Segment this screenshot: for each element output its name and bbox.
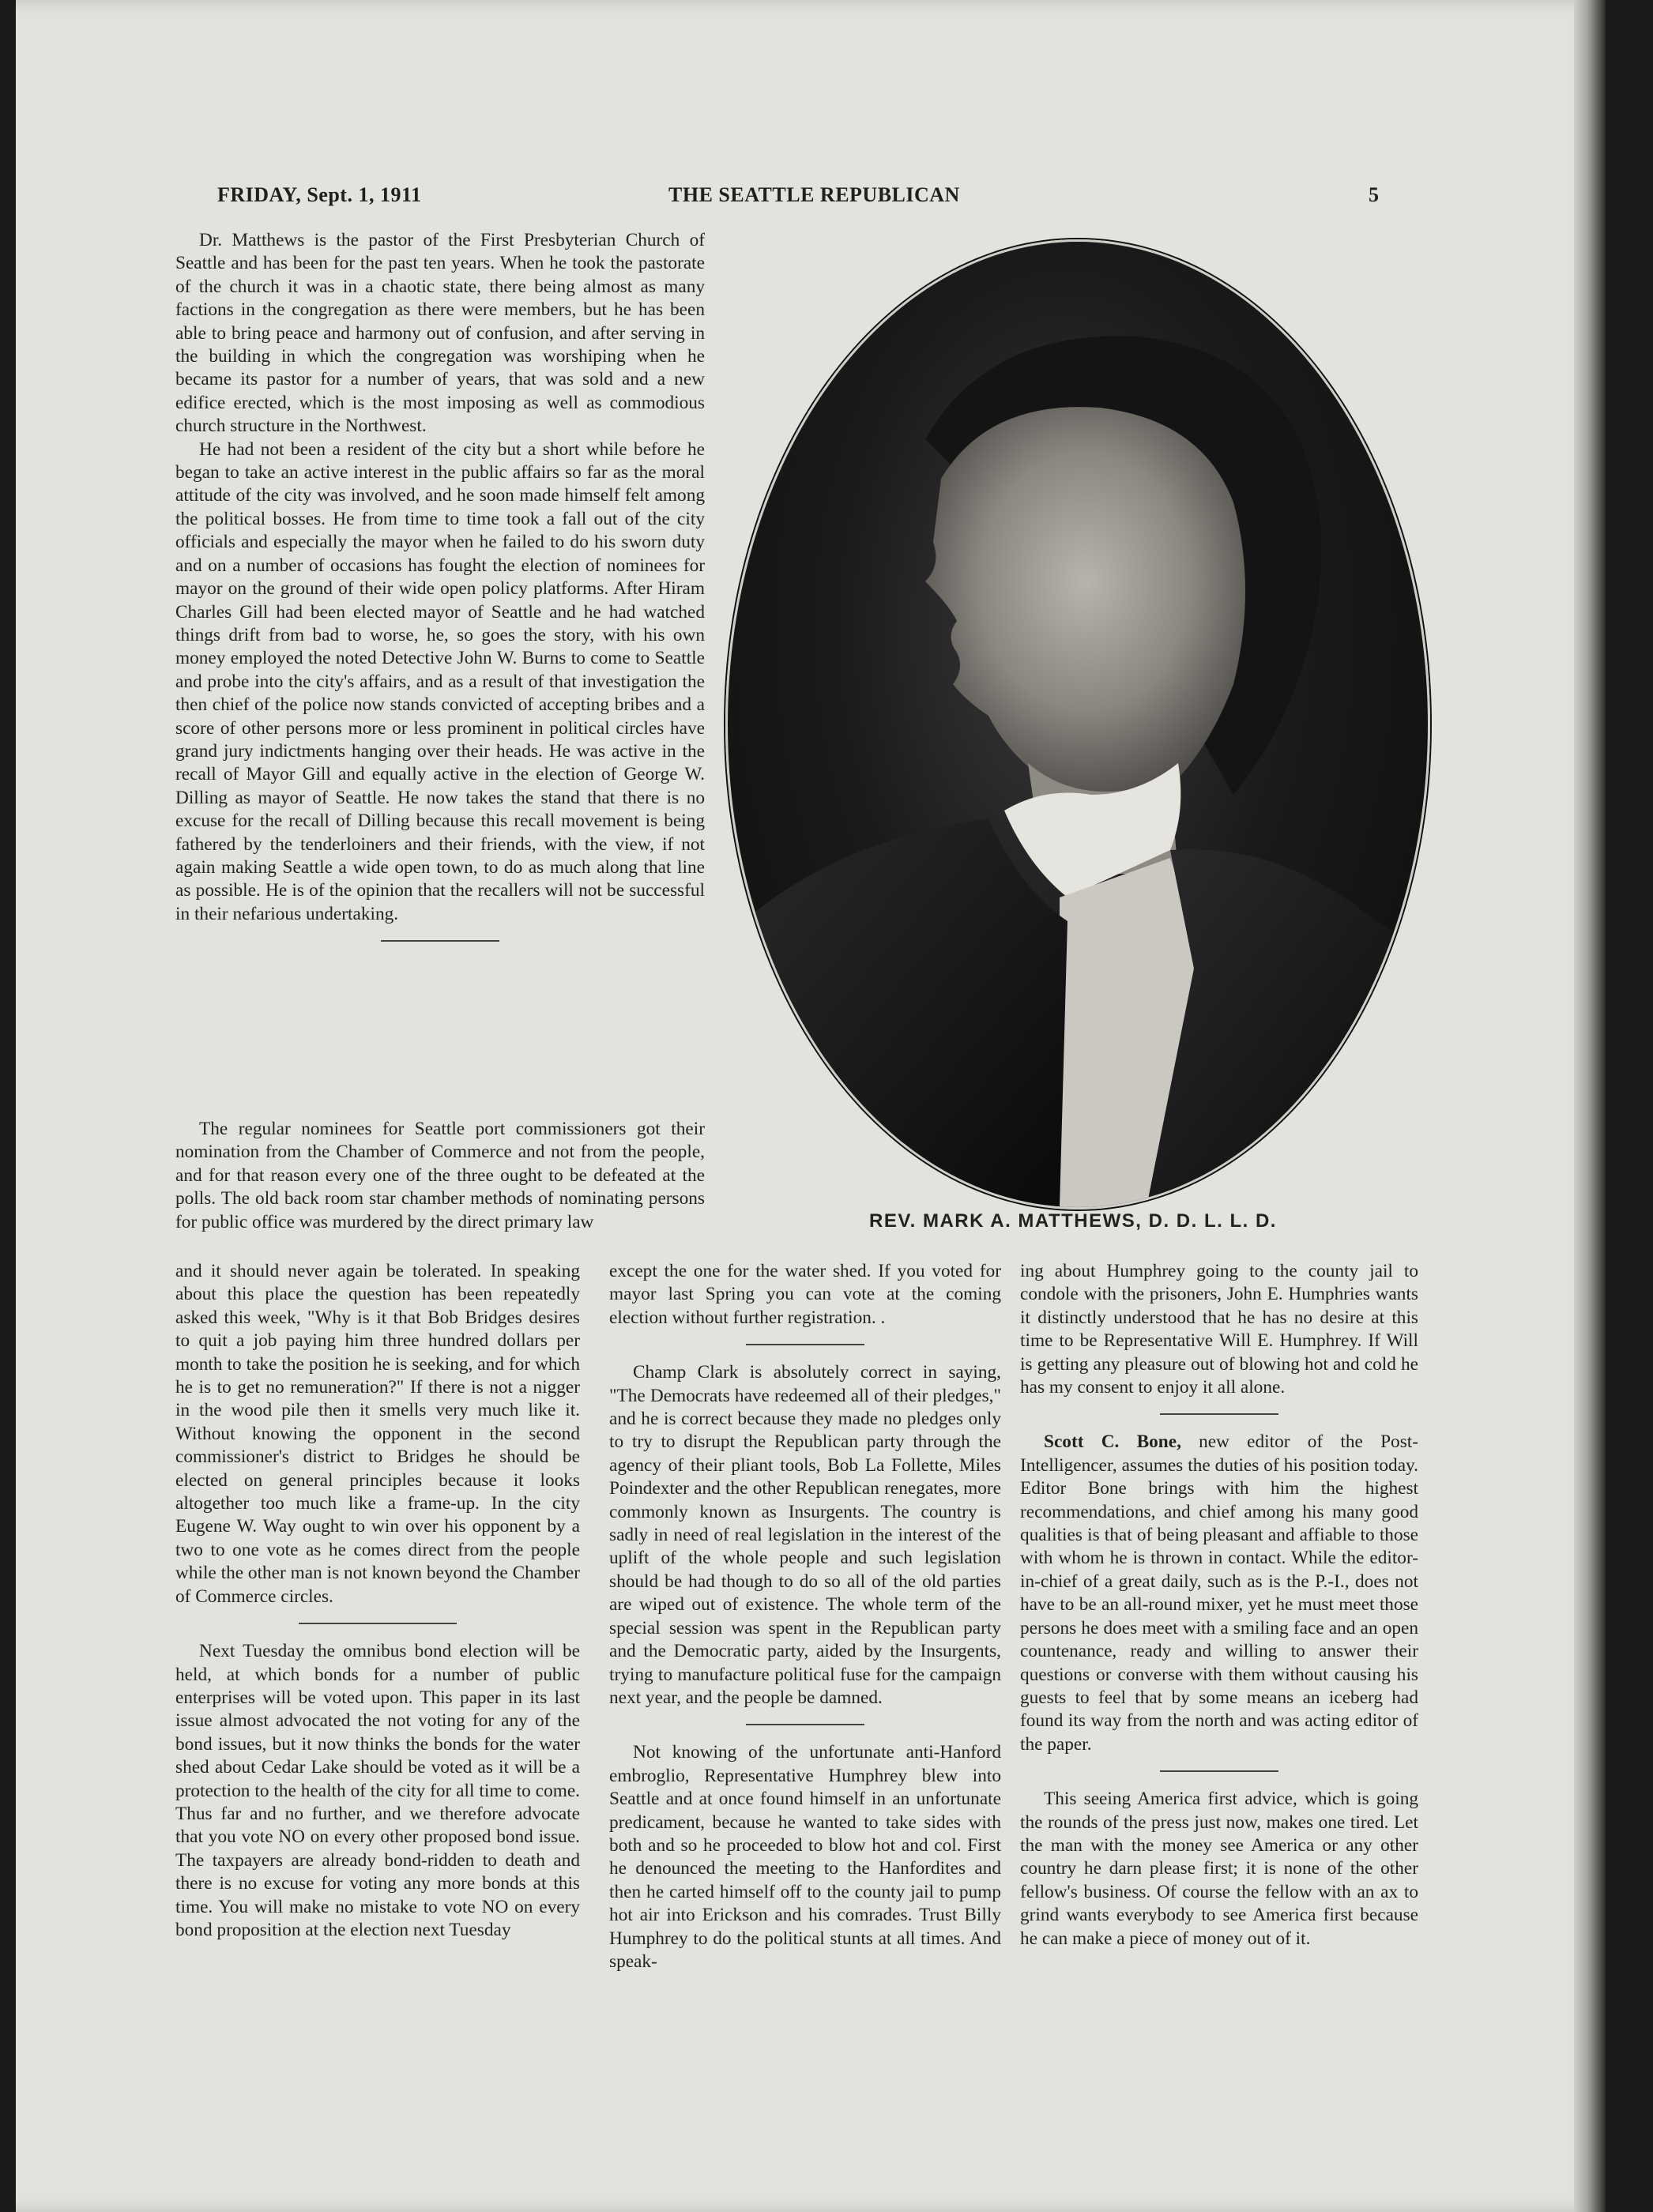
- divider: [1160, 1413, 1278, 1415]
- matthews-paragraph-2: He had not been a resident of the city but a short while before he began to take an active interest in the public affairs so far as the moral attitude of the city was involved, and he soon made himself felt among the political bosses. He from time to time took a fall out of the city officials and especially the mayor when he failed to do his sworn duty and on a number of occasions has fought the election of nominees for mayor on the ground of their wide open policy platforms. After Hiram Charles Gill had been elected mayor of Seattle and he had watched things drift from bad to worse, he, so goes the story, with his own money employed the noted Detective John W. Burns to come to Seattle and probe into the city's affairs, and as a result of that investigation the then chief of the police now stands convicted of accepting bribes and a score of other persons more or less prominent in political circles have grand jury indictments hanging over their heads. He was active in the recall of Mayor Gill and equally active in the election of George W. Dilling as mayor of Seattle. He now takes the stand that there is no excuse for the recall of Dilling because this recall movement is being fathered by the tenderloiners and their friends, with the view, if not again making Seattle a wide open town, to do as much along that line as possible. He is of the opinion that the recallers will not be successful in their nefarious undertaking.: [175, 438, 705, 924]
- portrait-figure: [728, 242, 1428, 1207]
- humphrey-continuation: ing about Humphrey going to the county jail to condole with the prisoners, John E. Humphries wants it distinctly understood that he has no desire at this time to be Representative Will E. Humphrey. If Will is getting any pleasure out of blowing hot and cold he has my consent to enjoy it all alone.: [1020, 1261, 1418, 1398]
- matthews-article: [175, 229, 705, 957]
- champ-clark-paragraph: Champ Clark is absolutely correct in saying, "The Democrats have redeemed all of their pledges," and he is correct because they made no pledges only to try to disrupt the Republican party through the agency of their pliant tools, Bob La Follette, Miles Poindexter and the other Republican renegates, more commonly known as Insurgents. The country is sadly in need of real legislation in the interest of the uplift of the whole people and such legislation should be had though to do so all of the old parties are wiped out of existence. The whole term of the special session was spent in the Republican party and the Democratic party, aided by the Insurgents, trying to manufacture political fuse for the campaign next year, and the people be damned.: [609, 1362, 1001, 1708]
- divider: [299, 1623, 457, 1624]
- divider: [746, 1344, 864, 1345]
- page-number: 5: [1369, 183, 1380, 206]
- divider: [1160, 1770, 1278, 1772]
- divider: [381, 940, 499, 942]
- newspaper-page: [16, 0, 1606, 2212]
- page-edge-shadow: [1574, 0, 1606, 2212]
- issue-date: FRIDAY, Sept. 1, 1911: [217, 183, 422, 206]
- scott-bone-paragraph: [1020, 1431, 1418, 1756]
- portrait-photo: [725, 239, 1430, 1209]
- port-article-narrow: [175, 1260, 580, 1942]
- see-america-paragraph: This seeing America first advice, which is going the rounds of the press just now, makes one tired. Let the man with the money see America or any other country he darn please first; it is none of the other fellow's business. Of course the fellow with an ax to grind wants everybody to see America first because he can make a piece of money out of it.: [1020, 1789, 1418, 1949]
- masthead: THE SEATTLE REPUBLICAN: [668, 183, 960, 206]
- matthews-paragraph-1: Dr. Matthews is the pastor of the First Presbyterian Church of Seattle and has been for the past ten years. When he took the pastorate of the church it was in a chaotic state, there being almost as many factions in the congregation as there were members, but he has been able to bring peace and harmony out of confusion, and after serving in the building in which the congregation was worshiping when he became its pastor for a number of years, that was sold and a new edifice erected, which is the most imposing as well as commodious church structure in the Northwest.: [175, 230, 705, 437]
- scott-bone-lead: Scott C. Bone,: [1044, 1431, 1181, 1453]
- right-column: [1020, 1260, 1418, 1951]
- bond-paragraph: Next Tuesday the omnibus bond election will be held, at which bonds for a number of public enterprises will be voted upon. This paper in its last issue almost advocated the not voting for any of the bond issues, but it now thinks the bonds for the water shed about Cedar Lake should be voted as it will be a protection to the health of the city for all time to come. Thus far and no further, and we therefore advocate that you vote NO on every other proposed bond issue. The taxpayers are already bond-ridden to death and there is no excuse for voting any more bonds at this time. You will make no mistake to vote NO on every bond proposition at the election next Tuesday: [175, 1641, 580, 1940]
- divider: [746, 1724, 864, 1725]
- portrait-caption: REV. MARK A. MATTHEWS, D. D. L. L. D.: [869, 1210, 1277, 1232]
- port-article-wide: [175, 1118, 705, 1234]
- port-paragraph-start: The regular nominees for Seattle port commissioners got their nomination from the Chamber of Commerce and not from the people, and for that reason every one of the three ought to be defeated at the polls. The old back room star chamber methods of nominating persons for public office was murdered by the direct primary law: [175, 1119, 705, 1232]
- port-paragraph-cont: and it should never again be tolerated. In speaking about this place the question has been repeatedly asked this week, "Why is it that Bob Bridges desires to quit a job paying him three hundred dollars per month to take the position he is seeking, and for which he is to get no remuneration?" If there is not a nigger in the wood pile then it smells very much like it. Without knowing the opponent in the second commissioner's district to Bridges he should be elected on general principles because it looks altogether too much like a frame-up. In the city Eugene W. Way ought to win over his opponent by a two to one vote as he comes direct from the people while the other man is not known beyond the Chamber of Commerce circles.: [175, 1261, 580, 1607]
- humphrey-paragraph: Not knowing of the unfortunate anti-Hanford embroglio, Representative Humphrey blew into Seattle and at once found himself in an unfortunate predicament, because he wanted to take sides with both and so he proceeded to blow hot and col. First he denounced the meeting to the Hanfordites and then he carted himself off to the county jail to pump hot air into Erickson and his comrades. Trust Billy Humphrey to do the political stunts at all times. And speak-: [609, 1742, 1001, 1972]
- middle-column: [609, 1260, 1001, 1973]
- scott-bone-text: new editor of the Post-Intelligencer, assumes the duties of his position today. Editor Bone brings with him the highest recommendations, and chief among his many good qualities is that of being pleasant and affiable to those with whom he is thrown in contact. While the editor-in-chief of a great daily, such as is the P.-I., does not have to be an all-round mixer, yet he must meet those persons he does meet with a smiling face and an open countenance, ready and willing to answer their questions or converse with them without causing his guests to feel that by some means an iceberg had found its way from the north and was acting editor of the paper.: [1020, 1431, 1418, 1755]
- bond-continuation: except the one for the water shed. If you voted for mayor last Spring you can vote at the coming election without further registration. .: [609, 1261, 1001, 1328]
